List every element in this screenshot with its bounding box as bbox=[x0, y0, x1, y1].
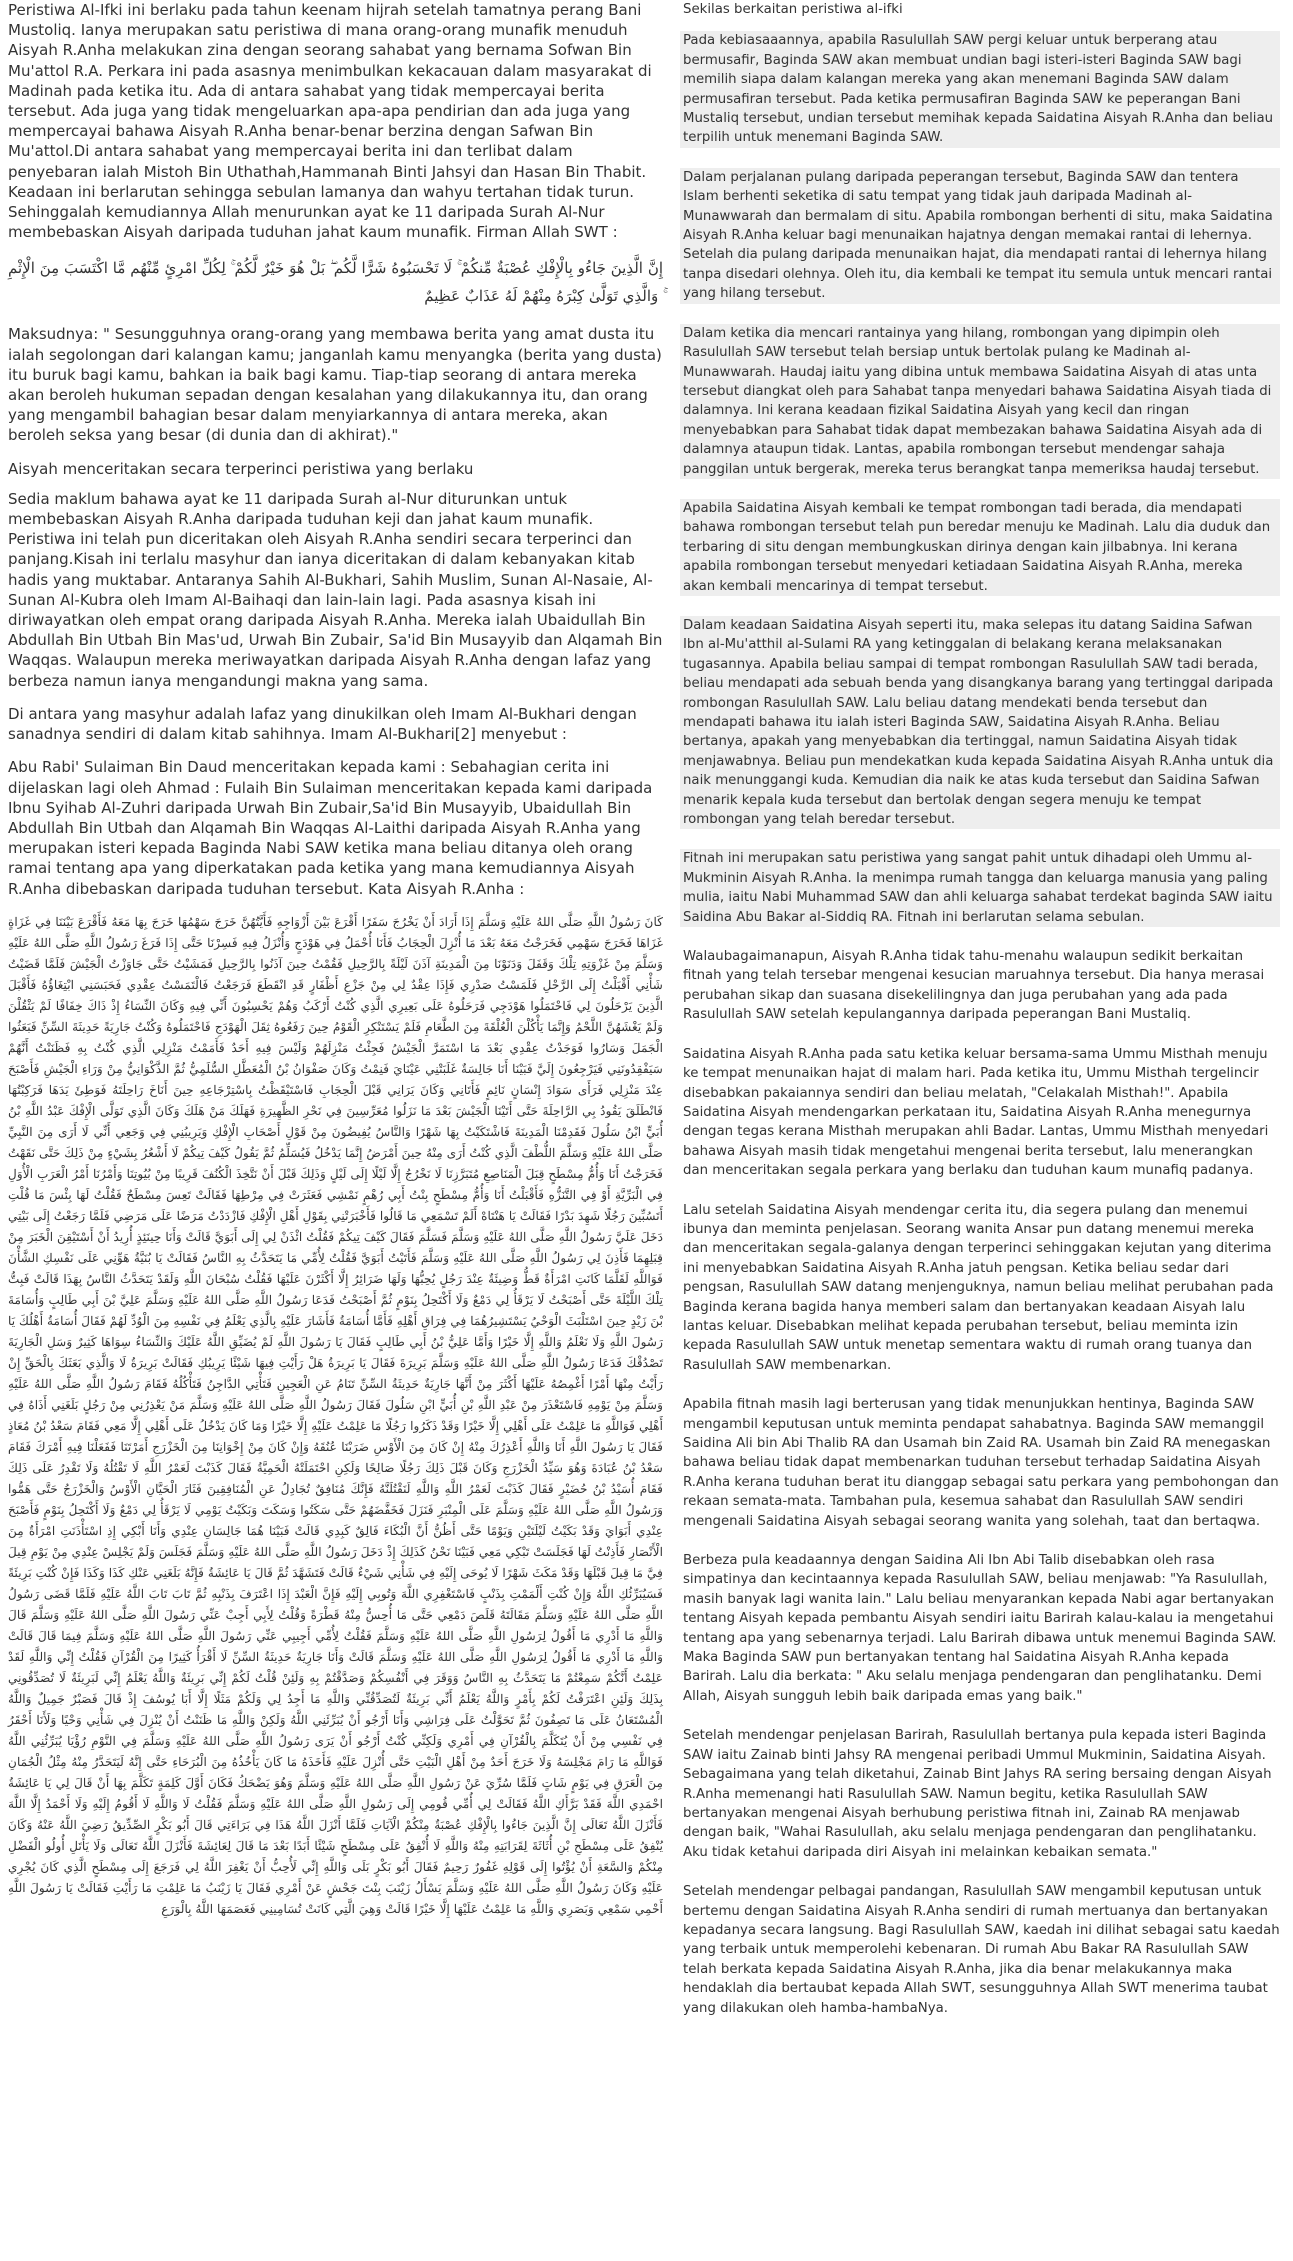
right-paragraph-10: Apabila fitnah masih lagi berterusan yang tidak menunjukkan hentinya, Baginda SAW mengambil keputusan untuk meminta pendapat sahabatnya. Baginda SAW memanggil Saidina Ali bin Abi Thalib RA dan Usamah bin Zaid RA. Usamah bin Zaid RA menegaskan bahawa beliau tidak dapat membenarkan tuduhan tersebut terhadap Saidatina Aisyah R.Anha kerana tuduhan berat itu dianggap sebagai satu perkara yang pembohongan dan rekaan semata-mata. Tambahan pula, kesemua sahabat dan Rasulullah SAW sendiri mengenali Saidatina Aisyah sebagai seorang wanita yang solehah, taat dan bertaqwa. bbox=[683, 1397, 1279, 1529]
right-paragraph-13: Setelah mendengar pelbagai pandangan, Rasulullah SAW mengambil keputusan untuk bertemu dengan Saidatina Aisyah R.Anha sendiri di rumah mertuanya dan bertanyakan kepadanya secara langsung. Bagi Rasulullah SAW, kaedah ini dilihat sebagai satu kaedah yang terbaik untuk memperolehi kebenaran. Di rumah Abu Bakar RA Rasulullah SAW telah berkata kepada Saidatina Aisyah R.Anha, jika dia benar melakukannya maka hendaklah dia bertaubat kepada Allah SWT, sesungguhnya Allah SWT menerima taubat yang dilakukan oleh hamba-hambaNya. bbox=[683, 1884, 1280, 2016]
right-paragraph-9: Lalu setelah Saidatina Aisyah mendengar cerita itu, dia segera pulang dan menemui ibunya dan meminta penjelasan. Seorang wanita Ansar pun datang menemui mereka dan menceritakan segala-galanya dengan terperinci sehinggakan kejutan yang diterima ini menyebabkan Saidatina Aisyah R.Anha jatuh pengsan. Ketika beliau sedar dari pengsan, Rasulullah SAW datang menjenguknya, namun beliau melihat perubahan pada Baginda kerana bagida hanya memberi salam dan bertanyakan keadaan Aisyah lalu lantas keluar. Disebabkan melihat kepada perubahan tersebut, beliau meminta izin kepada Rasulullah SAW untuk menetap sementara waktu di rumah orang tuanya dan Rasulullah SAW membenarkan. bbox=[683, 1202, 1274, 1373]
right-heading: Sekilas berkaitan peristiwa al-ifki bbox=[683, 2, 903, 17]
narration-paragraph: Sedia maklum bahawa ayat ke 11 daripada Surah al-Nur diturunkan untuk membebaskan Aisyah R.Anha daripada tuduhan keji dan jahat kaum munafik. Peristiwa ini telah pun diceritakan oleh Aisyah R.Anha sendiri secara terperinci dan panjang.Kisah ini terlalu masyhur dan ianya diceritakan di dalam kebanyakan kitab hadis yang muktabar. Antaranya Sahih Al-Bukhari, Sahih Muslim, Sunan Al-Nasaie, Al-Sunan Al-Kubra oleh Imam Al-Baihaqi dan lain-lain lagi. Pada asasnya kisah ini diriwayatkan oleh empat orang daripada Aisyah R.Anha. Mereka ialah Ubaidullah Bin Abdullah Bin Utbah Bin Mas'ud, Urwah Bin Zubair, Sa'id Bin Musayyib dan Alqamah Bin Waqqas. Walaupun mereka meriwayatkan daripada Aisyah R.Anha dengan lafaz yang berbeza namun ianya mengandungi makna yang sama. bbox=[8, 489, 663, 690]
left-column bbox=[8, 0, 663, 1934]
right-paragraph-5: Dalam keadaan Saidatina Aisyah seperti itu, maka selepas itu datang Saidina Safwan Ibn al-Mu'atthil al-Sulami RA yang ketinggalan di belakang kerana melaksanakan tugasannya. Apabila beliau sampai di tempat rombongan Rasulullah SAW tadi berada, beliau mendapati ada sebuah benda yang disangkanya barang yang tertinggal daripada rombongan Rasulullah SAW. Lalu beliau datang mendekati benda tersebut dan mendapati bahawa itu ialah isteri Baginda SAW, Saidatina Aisyah R.Anha. Beliau bertanya, apakah yang menyebabkan dia tertinggal, namun Saidatina Aisyah tidak menjawabnya. Beliau pun mendekatkan kuda kepada Saidatina Aisyah R.Anha untuk dia naik menunggangi kuda. Kemudian dia naik ke atas kuda tersebut dan Saidina Safwan menarik kepala kuda tersebut dan bertolak dengan segera menuju ke tempat rombongan yang telah beredar tersebut. bbox=[680, 616, 1280, 829]
right-paragraph-1: Pada kebiasaaannya, apabila Rasulullah SAW pergi keluar untuk berperang atau bermusafir, Baginda SAW akan membuat undian bagi isteri-isteri Baginda SAW bagi memilih siapa dalam kalangan mereka yang akan menemani Baginda SAW dalam permusafiran tersebut. Pada ketika permusafiran Baginda SAW ke peperangan Bani Mustaliq tersebut, undian tersebut memihak kepada Saidatina Aisyah R.Anha dan beliau terpilih untuk menemani Baginda SAW. bbox=[680, 31, 1280, 147]
section-heading-aisyah: Aisyah menceritakan secara terperinci peristiwa yang berlaku bbox=[8, 459, 474, 478]
right-paragraph-8: Saidatina Aisyah R.Anha pada satu ketika keluar bersama-sama Ummu Misthah menuju ke tempat menunaikan hajat di malam hari. Pada ketika itu, Ummu Misthah tergelincir disebabkan pakaiannya sendiri dan beliau melatah, "Celakalah Misthah!". Apabila Saidatina Aisyah mendengarkan perkataan itu, Saidatina Aisyah R.Anha menegurnya dengan tegas kerana Misthah merupakan ahli Badar. Lantas, Ummu Misthah menyedari bahawa Aisyah masih tidak mengetahui mengenai berita tersebut, lalu menerangkan dan menceritakan segala perkara yang berlaku dan tuduhan kaum munafiq padanya. bbox=[683, 1046, 1269, 1179]
right-paragraph-3: Dalam ketika dia mencari rantainya yang hilang, rombongan yang dipimpin oleh Rasulullah SAW tersebut telah bersiap untuk bertolak pulang ke Madinah al-Munawwarah. Haudaj iaitu yang dibina untuk membawa Saidatina Aisyah di atas unta tersebut diangkat oleh para Sahabat tanpa menyedari bahawa Saidatina Aisyah tiada di dalamnya. Ini kerana keadaan fizikal Saidatina Aisyah yang kecil dan ringan menyebabkan para Sahabat tidak dapat membezakan bahawa Saidatina Aisyah ada di dalamnya ataupun tidak. Lantas, apabila rombongan tersebut mendengar sahaja panggilan untuk bergerak, mereka terus berangkat tanpa memeriksa haudaj tersebut. bbox=[680, 324, 1280, 479]
right-paragraph-12: Setelah mendengar penjelasan Barirah, Rasulullah bertanya pula kepada isteri Baginda SAW iaitu Zainab binti Jahsy RA mengenai peribadi Ummul Mukminin, Saidatina Aisyah. Sebagaimana yang telah diketahui, Zainab Bint Jahys RA sering bersaing dengan Aisyah R.Anha memenangi hati Rasulullah SAW. Namun begitu, ketika Rasulullah SAW bertanyakan mengenai Aisyah berhubung peristiwa fitnah ini, Zainab RA menjawab dengan baik, "Wahai Rasulullah, aku selalu menjaga pendengaran dan penglihatanku. Aku tidak ketahui daripada diri Aisyah ini melainkan kebaikan semata." bbox=[683, 1728, 1272, 1860]
right-paragraph-2: Dalam perjalanan pulang daripada peperangan tersebut, Baginda SAW dan tentera Islam berhenti seketika di satu tempat yang tidak jauh daripada Madinah al-Munawwarah dan bermalam di situ. Apabila rombongan berhenti di situ, maka Saidatina Aisyah R.Anha keluar bagi menunaikan hajatnya dengan memakai rantai di lehernya. Setelah dia pulang daripada menunaikan hajat, dia mendapati rantai di lehernya hilang tanpa disedari olehnya. Oleh itu, dia kembali ke tempat itu semula untuk mencari rantai yang hilang tersebut. bbox=[680, 168, 1280, 304]
bukhari-paragraph: Di antara yang masyhur adalah lafaz yang dinukilkan oleh Imam Al-Bukhari dengan sanadnya sendiri di dalam kitab sahihnya. Imam Al-Bukhari[2] menyebut : bbox=[8, 704, 637, 744]
right-paragraph-7: Walaubagaimanapun, Aisyah R.Anha tidak tahu-menahu walaupun sedikit berkaitan fitnah yang telah tersebar mengenai kesucian maruahnya tersebut. Dia hanya merasai perubahan sikap dan suasana disekelilingnya dan juga perubahan yang ada pada Rasulullah SAW setelah kepulangannya daripada peperangan Bani Mustaliq. bbox=[683, 949, 1265, 1023]
sanad-paragraph: Abu Rabi' Sulaiman Bin Daud menceritakan kepada kami : Sebahagian cerita ini dijelaskan lagi oleh Ahmad : Fulaih Bin Sulaiman menceritakan kepada kami daripada Ibnu Syihab Al-Zuhri daripada Urwah Bin Zubair,Sa'id Bin Musayyib, Ubaidullah Bin Abdullah Bin Utbah dan Alqamah Bin Waqqas Al-Laithi daripada Aisyah R.Anha yang merupakan isteri kepada Baginda Nabi SAW ketika mana beliau ditanya oleh orang ramai tentang apa yang diperkatakan pada ketika yang mana kemudiannya Aisyah R.Anha dibebaskan daripada tuduhan tersebut. Kata Aisyah R.Anha : bbox=[8, 758, 653, 898]
right-column bbox=[683, 0, 1280, 2038]
quran-verse-arabic: إِنَّ الَّذِينَ جَاءُو بِالْإِفْكِ عُصْبَةٌ مِّنكُمْ ۚ لَا تَحْسَبُوهُ شَرًّا لَّكُم ۖ بَلْ هُوَ خَيْرٌ لَّكُمْ ۚ لِكُلِّ امْرِئٍ مِّنْهُم مَّا اكْتَسَبَ مِنَ الْإِثْمِ ۚ وَالَّذِي تَوَلَّىٰ كِبْرَهُ مِنْهُمْ لَهُ عَذَابٌ عَظِيمٌ bbox=[8, 259, 663, 305]
hadith-arabic-text: كَانَ رَسُولُ اللَّهِ صَلَّى اللهُ عَلَيْهِ وَسَلَّمَ إِذَا أَرَادَ أَنْ يَخْرُجَ سَفَرًا أَقْرَعَ بَيْنَ أَزْوَاجِهِ فَأَيَّتُهُنَّ خَرَجَ سَهْمُهَا خَرَجَ بِهَا مَعَهُ فَأَقْرَعَ بَيْنَنَا فِي غَزَاةٍ غَزَاهَا فَخَرَجَ سَهْمِي فَخَرَجْتُ مَعَهُ بَعْدَ مَا أُنْزِلَ الْحِجَابُ فَأَنَا أُحْمَلُ فِي هَوْدَجٍ وَأُنْزَلُ فِيهِ فَسِرْنَا حَتَّى إِذَا فَرَغَ رَسُولُ اللَّهِ صَلَّى اللهُ عَلَيْهِ وَسَلَّمَ مِنْ غَزْوَتِهِ تِلْكَ وَقَفَلَ وَدَنَوْنَا مِنَ الْمَدِينَةِ آذَنَ لَيْلَةً بِالرَّحِيلِ فَقُمْتُ حِينَ آذَنُوا بِالرَّحِيلِ فَمَشَيْتُ حَتَّى جَاوَزْتُ الْجَيْشَ فَلَمَّا قَضَيْتُ شَأْنِي أَقْبَلْتُ إِلَى الرَّحْلِ فَلَمَسْتُ صَدْرِي فَإِذَا عِقْدٌ لِي مِنْ جَزْعِ أَظْفَارٍ قَدِ انْقَطَعَ فَرَجَعْتُ فَالْتَمَسْتُ عِقْدِي فَحَبَسَنِي ابْتِغَاؤُهُ فَأَقْبَلَ الَّذِينَ يَرْحَلُونَ لِي فَاحْتَمَلُوا هَوْدَجِي فَرَحَلُوهُ عَلَى بَعِيرِي الَّذِي كُنْتُ أَرْكَبُ وَهُمْ يَحْسِبُونَ أَنِّي فِيهِ وَكَانَ النِّسَاءُ إِذْ ذَاكَ خِفَافًا لَمْ يَثْقُلْنَ وَلَمْ يَغْشَهُنَّ اللَّحْمُ وَإِنَّمَا يَأْكُلْنَ الْعُلْقَةَ مِنَ الطَّعَامِ فَلَمْ يَسْتَنْكِرِ الْقَوْمُ حِينَ رَفَعُوهُ ثِقَلَ الْهَوْدَجِ فَاحْتَمَلُوهُ وَكُنْتُ جَارِيَةً حَدِيثَةَ السِّنِّ فَبَعَثُوا الْجَمَلَ وَسَارُوا فَوَجَدْتُ عِقْدِي بَعْدَ مَا اسْتَمَرَّ الْجَيْشُ فَجِئْتُ مَنْزِلَهُمْ وَلَيْسَ فِيهِ أَحَدٌ فَأَمَمْتُ مَنْزِلِي الَّذِي كُنْتُ بِهِ فَظَنَنْتُ أَنَّهُمْ سَيَفْقِدُونَنِي فَيَرْجِعُونَ إِلَيَّ فَبَيْنَا أَنَا جَالِسَةٌ غَلَبَتْنِي عَيْنَايَ فَنِمْتُ وَكَانَ صَفْوَانُ بْنُ الْمُعَطَّلِ السُّلَمِيُّ ثُمَّ الذَّكْوَانِيُّ مِنْ وَرَاءِ الْجَيْشِ فَأَصْبَحَ عِنْدَ مَنْزِلِي فَرَأَى سَوَادَ إِنْسَانٍ نَائِمٍ فَأَتَانِي وَكَانَ يَرَانِي قَبْلَ الْحِجَابِ فَاسْتَيْقَظْتُ بِاسْتِرْجَاعِهِ حِينَ أَنَاخَ رَاحِلَتَهُ فَوَطِئَ يَدَهَا فَرَكِبْتُهَا فَانْطَلَقَ يَقُودُ بِي الرَّاحِلَةَ حَتَّى أَتَيْنَا الْجَيْشَ بَعْدَ مَا نَزَلُوا مُعَرِّسِينَ فِي نَحْرِ الظَّهِيرَةِ فَهَلَكَ مَنْ هَلَكَ وَكَانَ الَّذِي تَوَلَّى الْإِفْكَ عَبْدُ اللَّهِ بْنُ أُبَيٍّ ابْنُ سَلُولَ فَقَدِمْنَا الْمَدِينَةَ فَاشْتَكَيْتُ بِهَا شَهْرًا وَالنَّاسُ يُفِيضُونَ مِنْ قَوْلِ أَصْحَابِ الْإِفْكِ وَيَرِيبُنِي فِي وَجَعِي أَنِّي لَا أَرَى مِنَ النَّبِيِّ صَلَّى اللهُ عَلَيْهِ وَسَلَّمَ اللُّطْفَ الَّذِي كُنْتُ أَرَى مِنْهُ حِينَ أَمْرَضُ إِنَّمَا يَدْخُلُ فَيُسَلِّمُ ثُمَّ يَقُولُ كَيْفَ تِيكُمْ لَا أَشْعُرُ بِشَيْءٍ مِنْ ذَلِكَ حَتَّى نَقَهْتُ فَخَرَجْتُ أَنَا وَأُمُّ مِسْطَحٍ قِبَلَ الْمَنَاصِعِ مُتَبَرَّزِنَا لَا نَخْرُجُ إِلَّا لَيْلًا إِلَى لَيْلٍ وَذَلِكَ قَبْلَ أَنْ نَتَّخِذَ الْكُنُفَ قَرِيبًا مِنْ بُيُوتِنَا وَأَمْرُنَا أَمْرُ الْعَرَبِ الْأُوَلِ فِي الْبَرِّيَّةِ أَوْ فِي التَّنَزُّهِ فَأَقْبَلْتُ أَنَا وَأُمُّ مِسْطَحٍ بِنْتُ أَبِي رُهْمٍ نَمْشِي فَعَثَرَتْ فِي مِرْطِهَا فَقَالَتْ تَعِسَ مِسْطَحٌ فَقُلْتُ لَهَا بِئْسَ مَا قُلْتِ أَتَسُبِّينَ رَجُلًا شَهِدَ بَدْرًا فَقَالَتْ يَا هَنْتَاهْ أَلَمْ تَسْمَعِي مَا قَالُوا فَأَخْبَرَتْنِي بِقَوْلِ أَهْلِ الْإِفْكِ فَازْدَدْتُ مَرَضًا عَلَى مَرَضِي فَلَمَّا رَجَعْتُ إِلَى بَيْتِي دَخَلَ عَلَيَّ رَسُولُ اللَّهِ صَلَّى اللهُ عَلَيْهِ وَسَلَّمَ فَسَلَّمَ فَقَالَ كَيْفَ تِيكُمْ فَقُلْتُ ائْذَنْ لِي إِلَى أَبَوَيَّ قَالَتْ وَأَنَا حِينَئِذٍ أُرِيدُ أَنْ أَسْتَيْقِنَ الْخَبَرَ مِنْ قِبَلِهِمَا فَأَذِنَ لِي رَسُولُ اللَّهِ صَلَّى اللهُ عَلَيْهِ وَسَلَّمَ فَأَتَيْتُ أَبَوَيَّ فَقُلْتُ لِأُمِّي مَا يَتَحَدَّثُ بِهِ النَّاسُ فَقَالَتْ يَا بُنَيَّةُ هَوِّنِي عَلَى نَفْسِكِ الشَّأْنَ فَوَاللَّهِ لَقَلَّمَا كَانَتِ امْرَأَةٌ قَطُّ وَضِيئَةٌ عِنْدَ رَجُلٍ يُحِبُّهَا وَلَهَا ضَرَائِرُ إِلَّا أَكْثَرْنَ عَلَيْهَا فَقُلْتُ سُبْحَانَ اللَّهِ وَلَقَدْ يَتَحَدَّثُ النَّاسُ بِهَذَا قَالَتْ فَبِتُّ تِلْكَ اللَّيْلَةَ حَتَّى أَصْبَحْتُ لَا يَرْقَأُ لِي دَمْعٌ وَلَا أَكْتَحِلُ بِنَوْمٍ ثُمَّ أَصْبَحْتُ فَدَعَا رَسُولُ اللَّهِ صَلَّى اللهُ عَلَيْهِ وَسَلَّمَ عَلِيَّ بْنَ أَبِي طَالِبٍ وَأُسَامَةَ بْنَ زَيْدٍ حِينَ اسْتَلْبَثَ الْوَحْيُ يَسْتَشِيرُهُمَا فِي فِرَاقِ أَهْلِهِ فَأَمَّا أُسَامَةُ فَأَشَارَ عَلَيْهِ بِالَّذِي يَعْلَمُ فِي نَفْسِهِ مِنَ الْوُدِّ لَهُمْ فَقَالَ أُسَامَةُ أَهْلُكَ يَا رَسُولَ اللَّهِ وَلَا نَعْلَمُ وَاللَّهِ إِلَّا خَيْرًا وَأَمَّا عَلِيُّ بْنُ أَبِي طَالِبٍ فَقَالَ يَا رَسُولَ اللَّهِ لَمْ يُضَيِّقِ اللَّهُ عَلَيْكَ وَالنِّسَاءُ سِوَاهَا كَثِيرٌ وَسَلِ الْجَارِيَةَ تَصْدُقْكَ فَدَعَا رَسُولُ اللَّهِ صَلَّى اللهُ عَلَيْهِ وَسَلَّمَ بَرِيرَةَ فَقَالَ يَا بَرِيرَةُ هَلْ رَأَيْتِ فِيهَا شَيْئًا يَرِيبُكِ فَقَالَتْ بَرِيرَةُ لَا وَالَّذِي بَعَثَكَ بِالْحَقِّ إِنْ رَأَيْتُ مِنْهَا أَمْرًا أَغْمِصُهُ عَلَيْهَا أَكْثَرَ مِنْ أَنَّهَا جَارِيَةٌ حَدِيثَةُ السِّنِّ تَنَامُ عَنِ الْعَجِينِ فَتَأْتِي الدَّاجِنُ فَتَأْكُلُهُ فَقَامَ رَسُولُ اللَّهِ صَلَّى اللهُ عَلَيْهِ وَسَلَّمَ مِنْ يَوْمِهِ فَاسْتَعْذَرَ مِنْ عَبْدِ اللَّهِ بْنِ أُبَيٍّ ابْنِ سَلُولَ فَقَالَ رَسُولُ اللَّهِ صَلَّى اللهُ عَلَيْهِ وَسَلَّمَ مَنْ يَعْذِرُنِي مِنْ رَجُلٍ بَلَغَنِي أَذَاهُ فِي أَهْلِي فَوَاللَّهِ مَا عَلِمْتُ عَلَى أَهْلِي إِلَّا خَيْرًا وَقَدْ ذَكَرُوا رَجُلًا مَا عَلِمْتُ عَلَيْهِ إِلَّا خَيْرًا وَمَا كَانَ يَدْخُلُ عَلَى أَهْلِي إِلَّا مَعِي فَقَامَ سَعْدُ بْنُ مُعَاذٍ فَقَالَ يَا رَسُولَ اللَّهِ أَنَا وَاللَّهِ أَعْذِرُكَ مِنْهُ إِنْ كَانَ مِنَ الْأَوْسِ ضَرَبْنَا عُنُقَهُ وَإِنْ كَانَ مِنْ إِخْوَانِنَا مِنَ الْخَزْرَجِ أَمَرْتَنَا فَفَعَلْنَا فِيهِ أَمْرَكَ فَقَامَ سَعْدُ بْنُ عُبَادَةَ وَهُوَ سَيِّدُ الْخَزْرَجِ وَكَانَ قَبْلَ ذَلِكَ رَجُلًا صَالِحًا وَلَكِنِ احْتَمَلَتْهُ الْحَمِيَّةُ فَقَالَ كَذَبْتَ لَعَمْرُ اللَّهِ لَا تَقْتُلُهُ وَلَا تَقْدِرُ عَلَى ذَلِكَ فَقَامَ أُسَيْدُ بْنُ حُضَيْرٍ فَقَالَ كَذَبْتَ لَعَمْرُ اللَّهِ وَاللَّهِ لَنَقْتُلَنَّهُ فَإِنَّكَ مُنَافِقٌ تُجَادِلُ عَنِ الْمُنَافِقِينَ فَثَارَ الْحَيَّانِ الْأَوْسُ وَالْخَزْرَجُ حَتَّى هَمُّوا وَرَسُولُ اللَّهِ صَلَّى اللهُ عَلَيْهِ وَسَلَّمَ عَلَى الْمِنْبَرِ فَنَزَلَ فَخَفَّضَهُمْ حَتَّى سَكَتُوا وَسَكَتَ وَبَكَيْتُ يَوْمِي لَا يَرْقَأُ لِي دَمْعٌ وَلَا أَكْتَحِلُ بِنَوْمٍ فَأَصْبَحَ عِنْدِي أَبَوَايَ وَقَدْ بَكَيْتُ لَيْلَتَيْنِ وَيَوْمًا حَتَّى أَظُنُّ أَنَّ الْبُكَاءَ فَالِقٌ كَبِدِي قَالَتْ فَبَيْنَا هُمَا جَالِسَانِ عِنْدِي وَأَنَا أَبْكِي إِذِ اسْتَأْذَنَتِ امْرَأَةٌ مِنَ الْأَنْصَارِ فَأَذِنْتُ لَهَا فَجَلَسَتْ تَبْكِي مَعِي فَبَيْنَا نَحْنُ كَذَلِكَ إِذْ دَخَلَ رَسُولُ اللَّهِ صَلَّى اللهُ عَلَيْهِ وَسَلَّمَ فَجَلَسَ وَلَمْ يَجْلِسْ عِنْدِي مِنْ يَوْمِ قِيلَ فِيَّ مَا قِيلَ قَبْلَهَا وَقَدْ مَكَثَ شَهْرًا لَا يُوحَى إِلَيْهِ فِي شَأْنِي شَيْءٌ قَالَتْ فَتَشَهَّدَ ثُمَّ قَالَ يَا عَائِشَةُ فَإِنَّهُ بَلَغَنِي عَنْكِ كَذَا وَكَذَا فَإِنْ كُنْتِ بَرِيئَةً فَسَيُبَرِّئُكِ اللَّهُ وَإِنْ كُنْتِ أَلْمَمْتِ بِذَنْبٍ فَاسْتَغْفِرِي اللَّهَ وَتُوبِي إِلَيْهِ فَإِنَّ الْعَبْدَ إِذَا اعْتَرَفَ بِذَنْبِهِ ثُمَّ تَابَ تَابَ اللَّهُ عَلَيْهِ فَلَمَّا قَضَى رَسُولُ اللَّهِ صَلَّى اللهُ عَلَيْهِ وَسَلَّمَ مَقَالَتَهُ قَلَصَ دَمْعِي حَتَّى مَا أُحِسُّ مِنْهُ قَطْرَةً وَقُلْتُ لِأَبِي أَجِبْ عَنِّي رَسُولَ اللَّهِ صَلَّى اللهُ عَلَيْهِ وَسَلَّمَ قَالَ وَاللَّهِ مَا أَدْرِي مَا أَقُولُ لِرَسُولِ اللَّهِ صَلَّى اللهُ عَلَيْهِ وَسَلَّمَ فَقُلْتُ لِأُمِّي أَجِيبِي عَنِّي رَسُولَ اللَّهِ صَلَّى اللهُ عَلَيْهِ وَسَلَّمَ فِيمَا قَالَ قَالَتْ وَاللَّهِ مَا أَدْرِي مَا أَقُولُ لِرَسُولِ اللَّهِ صَلَّى اللهُ عَلَيْهِ وَسَلَّمَ قَالَتْ وَأَنَا جَارِيَةٌ حَدِيثَةُ السِّنِّ لَا أَقْرَأُ كَثِيرًا مِنَ الْقُرْآنِ فَقُلْتُ إِنِّي وَاللَّهِ لَقَدْ عَلِمْتُ أَنَّكُمْ سَمِعْتُمْ مَا يَتَحَدَّثُ بِهِ النَّاسُ وَوَقَرَ فِي أَنْفُسِكُمْ وَصَدَّقْتُمْ بِهِ وَلَئِنْ قُلْتُ لَكُمْ إِنِّي بَرِيئَةٌ وَاللَّهُ يَعْلَمُ إِنِّي لَبَرِيئَةٌ لَا تُصَدِّقُونِي بِذَلِكَ وَلَئِنِ اعْتَرَفْتُ لَكُمْ بِأَمْرٍ وَاللَّهُ يَعْلَمُ أَنِّي بَرِيئَةٌ لَتُصَدِّقُنِّي وَاللَّهِ مَا أَجِدُ لِي وَلَكُمْ مَثَلًا إِلَّا أَبَا يُوسُفَ إِذْ قَالَ فَصَبْرٌ جَمِيلٌ وَاللَّهُ الْمُسْتَعَانُ عَلَى مَا تَصِفُونَ ثُمَّ تَحَوَّلْتُ عَلَى فِرَاشِي وَأَنَا أَرْجُو أَنْ يُبَرِّئَنِي اللَّهُ وَلَكِنْ وَاللَّهِ مَا ظَنَنْتُ أَنْ يُنْزِلَ فِي شَأْنِي وَحْيًا وَلَأَنَا أَحْقَرُ فِي نَفْسِي مِنْ أَنْ يُتَكَلَّمَ بِالْقُرْآنِ فِي أَمْرِي وَلَكِنِّي كُنْتُ أَرْجُو أَنْ يَرَى رَسُولُ اللَّهِ صَلَّى اللهُ عَلَيْهِ وَسَلَّمَ فِي النَّوْمِ رُؤْيَا يُبَرِّئُنِي اللَّهُ فَوَاللَّهِ مَا رَامَ مَجْلِسَهُ وَلَا خَرَجَ أَحَدٌ مِنْ أَهْلِ الْبَيْتِ حَتَّى أُنْزِلَ عَلَيْهِ فَأَخَذَهُ مَا كَانَ يَأْخُذُهُ مِنَ الْبُرَحَاءِ حَتَّى إِنَّهُ لَيَتَحَدَّرُ مِنْهُ مِثْلُ الْجُمَانِ مِنَ الْعَرَقِ فِي يَوْمٍ شَاتٍ فَلَمَّا سُرِّيَ عَنْ رَسُولِ اللَّهِ صَلَّى اللهُ عَلَيْهِ وَسَلَّمَ وَهُوَ يَضْحَكُ فَكَانَ أَوَّلَ كَلِمَةٍ تَكَلَّمَ بِهَا أَنْ قَالَ لِي يَا عَائِشَةُ احْمَدِي اللَّهَ فَقَدْ بَرَّأَكِ اللَّهُ فَقَالَتْ لِي أُمِّي قُومِي إِلَى رَسُولِ اللَّهِ صَلَّى اللهُ عَلَيْهِ وَسَلَّمَ فَقُلْتُ لَا وَاللَّهِ لَا أَقُومُ إِلَيْهِ وَلَا أَحْمَدُ إِلَّا اللَّهَ فَأَنْزَلَ اللَّهُ تَعَالَى إِنَّ الَّذِينَ جَاءُوا بِالْإِفْكِ عُصْبَةٌ مِنْكُمْ الْآيَاتِ فَلَمَّا أَنْزَلَ اللَّهُ هَذَا فِي بَرَاءَتِي قَالَ أَبُو بَكْرٍ الصِّدِّيقُ رَضِيَ اللَّهُ عَنْهُ وَكَانَ يُنْفِقُ عَلَى مِسْطَحِ بْنِ أُثَاثَةَ لِقَرَابَتِهِ مِنْهُ وَاللَّهِ لَا أُنْفِقُ عَلَى مِسْطَحٍ شَيْئًا أَبَدًا بَعْدَ مَا قَالَ لِعَائِشَةَ فَأَنْزَلَ اللَّهُ تَعَالَى وَلَا يَأْتَلِ أُولُو الْفَضْلِ مِنْكُمْ وَالسَّعَةِ أَنْ يُؤْتُوا إِلَى قَوْلِهِ غَفُورٌ رَحِيمٌ فَقَالَ أَبُو بَكْرٍ بَلَى وَاللَّهِ إِنِّي لَأُحِبُّ أَنْ يَغْفِرَ اللَّهُ لِي فَرَجَعَ إِلَى مِسْطَحٍ الَّذِي كَانَ يُجْرِي عَلَيْهِ وَكَانَ رَسُولُ اللَّهِ صَلَّى اللهُ عَلَيْهِ وَسَلَّمَ يَسْأَلُ زَيْنَبَ بِنْتَ جَحْشٍ عَنْ أَمْرِي فَقَالَ يَا زَيْنَبُ مَا عَلِمْتِ مَا رَأَيْتِ فَقَالَتْ يَا رَسُولَ اللَّهِ أَحْمِي سَمْعِي وَبَصَرِي وَاللَّهِ مَا عَلِمْتُ عَلَيْهَا إِلَّا خَيْرًا قَالَتْ وَهِيَ الَّتِي كَانَتْ تُسَامِينِي فَعَصَمَهَا اللَّهُ بِالْوَرَعِ bbox=[8, 914, 663, 1916]
right-paragraph-11: Berbeza pula keadaannya dengan Saidina Ali Ibn Abi Talib disebabkan oleh rasa simpatinya dan kecintaannya kepada Rasulullah SAW, beliau menjawab: "Ya Rasulullah, masih banyak lagi wanita lain." Lalu beliau menyarankan kepada Nabi agar bertanyakan tentang Aisyah kepada pembantu Aisyah sendiri iaitu Barirah kalau-kalau ia mengetahui tentang apa yang sebenarnya terjadi. Lalu Barirah dibawa untuk menemui Baginda SAW. Maka Baginda SAW pun bertanyakan tentang hal Saidatina Aisyah R.Anha kepada Barirah. Lalu dia berkata: " Aku selalu menjaga pendengaran dan penglihatanku. Demi Allah, Aisyah sungguh lebih baik daripada emas yang baik." bbox=[683, 1553, 1277, 1704]
right-paragraph-6: Fitnah ini merupakan satu peristiwa yang sangat pahit untuk dihadapi oleh Ummu al-Mukminin Aisyah R.Anha. Ia menimpa rumah tangga dan keluarga manusia yang paling mulia, iaitu Nabi Muhammad SAW dan ahli keluarga sahabat terdekat baginda SAW iaitu Saidina Abu Bakar al-Siddiq RA. Fitnah ini berlarutan selama sebulan. bbox=[680, 849, 1280, 927]
intro-paragraph: Peristiwa Al-Ifki ini berlaku pada tahun keenam hijrah setelah tamatnya perang Bani Mustoliq. Ianya merupakan satu peristiwa di mana orang-orang munafik menuduh Aisyah R.Anha melakukan zina dengan seorang sahabat yang bernama Sofwan Bin Mu'attol R.A. Perkara ini pada asasnya menimbulkan kekacauan dalam masyarakat di Madinah pada ketika itu. Ada di antara sahabat yang tidak mempercayai berita tersebut. Ada juga yang tidak mengeluarkan apa-apa pendirian dan ada juga yang mempercayai bahawa Aisyah R.Anha benar-benar berzina dengan Safwan Bin Mu'attol.Di antara sahabat yang mempercayai berita ini dan terlibat dalam penyebaran ialah Mistoh Bin Uthathah,Hammanah Binti Jahsyi dan Hasan Bin Thabit. Keadaan ini berlarutan sehingga sebulan lamanya dan wahyu tertahan tidak turun. Sehinggalah kemudiannya Allah menurunkan ayat ke 11 daripada Surah Al-Nur membebaskan Aisyah daripada tuduhan jahat kaum munafik. Firman Allah SWT : bbox=[8, 1, 652, 242]
right-paragraph-4: Apabila Saidatina Aisyah kembali ke tempat rombongan tadi berada, dia mendapati bahawa rombongan tersebut telah pun beredar menuju ke Madinah. Lalu dia duduk dan terbaring di situ dengan membungkuskan dirinya dengan kain jilbabnya. Ini kerana apabila rombongan tersebut menyedari ketiadaan Saidatina Aisyah R.Anha, mereka akan kembali mencarinya di tempat tersebut. bbox=[680, 499, 1280, 596]
verse-translation: Maksudnya: " Sesungguhnya orang-orang yang membawa berita yang amat dusta itu ialah segolongan dari kalangan kamu; janganlah kamu menyangka (berita yang dusta) itu buruk bagi kamu, bahkan ia baik bagi kamu. Tiap-tiap seorang di antara mereka akan beroleh hukuman sepadan dengan kesalahan yang dilakukannya itu, dan orang yang mengambil bahagian besar dalam menyiarkannya di antara mereka, akan beroleh seksa yang besar (di dunia dan di akhirat)." bbox=[8, 325, 662, 445]
